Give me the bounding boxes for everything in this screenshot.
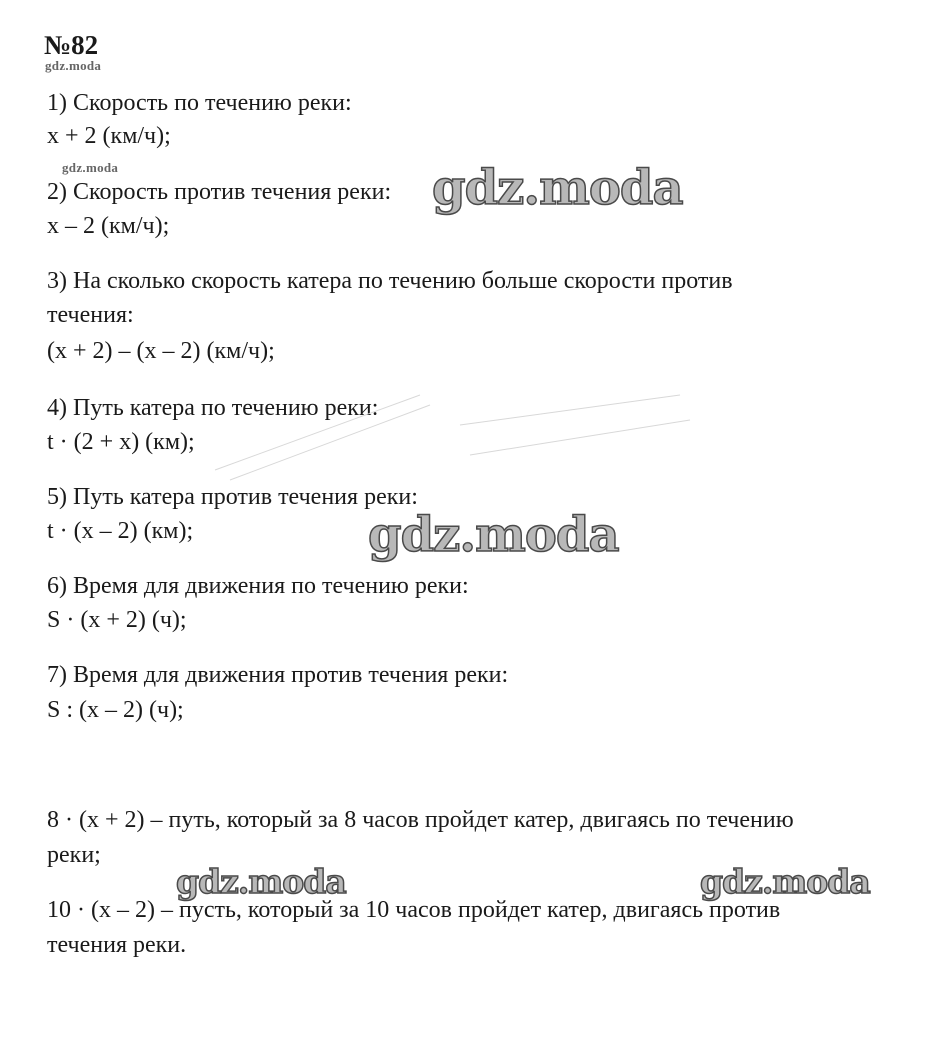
item-1-heading: 1) Скорость по течению реки: [47,90,352,116]
item-5-expression: t · (x – 2) (км); [47,518,194,544]
small-watermark-mid: gdz.moda [62,160,119,175]
note-1-line-2: реки; [47,842,101,868]
large-watermark-2: gdz.moda [368,507,619,563]
note-2-line-2: течения реки. [47,932,187,958]
item-4-expression: t · (2 + x) (км); [47,429,195,455]
item-6-expression: S · (x + 2) (ч); [47,607,187,633]
large-watermark-4: gdz.moda [700,862,870,901]
item-2-heading: 2) Скорость против течения реки: [47,179,392,205]
small-watermark-top: gdz.moda [45,58,102,73]
item-7-heading: 7) Время для движения против течения реки: [47,662,509,688]
problem-number: №82 [44,30,99,60]
item-3-heading-line-1: 3) На сколько скорость катера по течению больше скорости против [47,268,733,294]
note-1-line-1: 8 · (x + 2) – путь, который за 8 часов пройдет катер, двигаясь по течению [47,807,794,833]
item-3-heading-line-2: течения: [47,302,134,328]
large-watermark-1: gdz.moda [432,160,683,216]
item-6-heading: 6) Время для движения по течению реки: [47,573,469,599]
item-4-heading: 4) Путь катера по течению реки: [47,395,379,421]
item-3-expression: (x + 2) – (x – 2) (км/ч); [47,338,275,364]
large-watermark-3: gdz.moda [176,862,346,901]
item-1-expression: x + 2 (км/ч); [47,123,171,149]
note-2-line-1: 10 · (x – 2) – пусть, который за 10 часов пройдет катер, двигаясь против [47,897,781,923]
item-5-heading: 5) Путь катера против течения реки: [47,484,418,510]
item-2-expression: x – 2 (км/ч); [47,213,170,239]
item-7-expression: S : (x – 2) (ч); [47,697,184,723]
